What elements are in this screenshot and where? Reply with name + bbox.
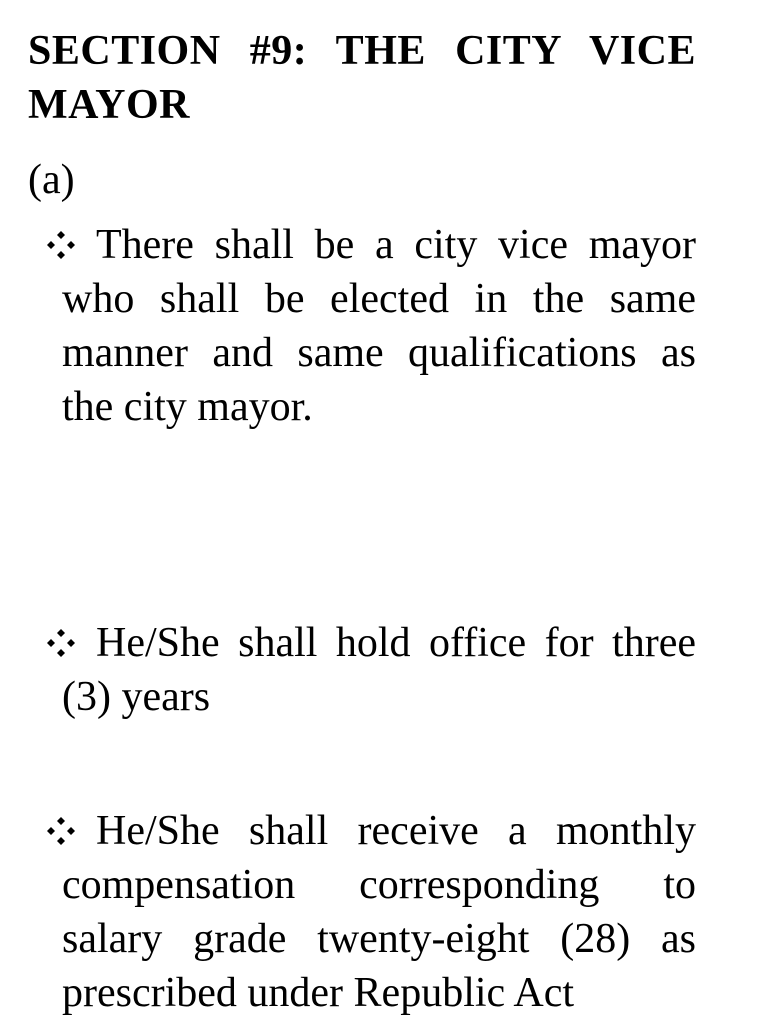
bullet-item <box>62 804 696 1020</box>
bullet-item <box>62 218 696 434</box>
bullet-item <box>62 616 696 724</box>
diamond-bullet-icon <box>46 616 80 670</box>
bullet-text: There shall be a city vice mayor who shall be elected in the same manner and same qualifications as the city mayor. <box>62 222 696 430</box>
diamond-bullet-icon <box>46 218 80 272</box>
section-heading: SECTION #9: THE CITY VICE MAYOR <box>28 28 696 128</box>
subsection-label: (a) <box>28 157 75 203</box>
bullet-text: He/She shall receive a monthly compensation corresponding to salary grade twenty-eight (28) as prescribed under Republic Act <box>62 808 696 1016</box>
diamond-bullet-icon <box>46 804 80 858</box>
bullet-text: He/She shall hold office for three (3) years <box>62 620 696 720</box>
